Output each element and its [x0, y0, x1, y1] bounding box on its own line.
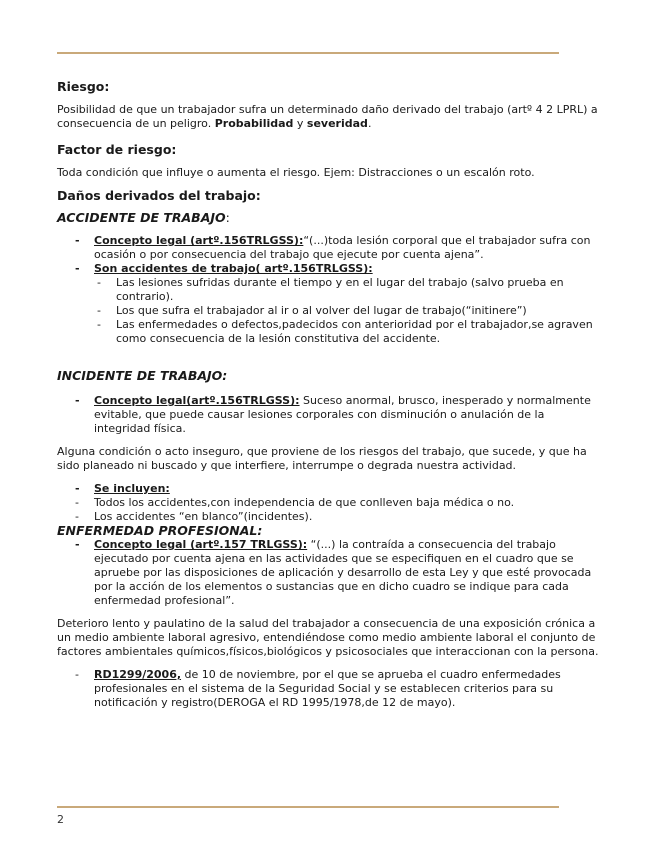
list-item-rd: - RD1299/2006, de 10 de noviembre, por el que se aprueba el cuadro enfermedades profesionales en el sistema de la Seguridad Social y se establecen criterios para su notificación y registro(DEROGA el RD 1995/1978,de 12 de mayo).	[75, 668, 561, 709]
paragraph-enfermedad: Deterioro lento y paulatino de la salud del trabajador a consecuencia de una exposición crónica a un medio ambiente laboral agresivo, entendiéndose como medio ambiente laboral el conjunto de factores ambientales químicos,físicos,biológicos y psicosociales que interaccionan con la persona.	[57, 617, 599, 658]
concepto-legal-label: Concepto legal (artº.156TRLGSS):	[94, 234, 304, 247]
page-number: 2	[57, 813, 64, 826]
header-rule	[57, 52, 559, 54]
se-incluyen-label: Se incluyen:	[94, 482, 170, 495]
list-item-concepto-incidente: - Concepto legal(artº.156TRLGSS): Suceso anormal, brusco, inesperado y normalmente evitable, que puede causar lesiones corporales con disminución o anulación de la integridad física.	[75, 394, 591, 435]
sublist-item: - Las enfermedades o defectos,padecidos con anterioridad por el trabajador,se agraven como consecuencia de la lesión constitutiva del accidente.	[97, 318, 593, 345]
rd-reference: RD1299/2006,	[94, 668, 182, 681]
list-item-concepto-enfermedad: - Concepto legal (artº.157 TRLGSS): “(...) la contraída a consecuencia del trabajo ejecutado por cuenta ajena en las actividades que se especifiquen en el cuadro que se apruebe por las disposiciones de aplicación y desarrollo de esta Ley y que esté provocada por la acción de los elementos o sustancias que en dicho cuadro se indique para cada enfermedad profesional”.	[75, 538, 592, 607]
list-item-se-incluyen: - Se incluyen:	[75, 482, 170, 495]
heading-incidente: INCIDENTE DE TRABAJO:	[57, 368, 228, 383]
list-item-concepto-accidente: - Concepto legal (artº.156TRLGSS):“(...)toda lesión corporal que el trabajador sufra con ocasión o por consecuencia del trabajo que ejecute por cuenta ajena”.	[75, 234, 591, 261]
list-item: - Los accidentes “en blanco”(incidentes).	[75, 510, 313, 523]
paragraph-factor-riesgo: Toda condición que influye o aumenta el riesgo. Ejem: Distracciones o un escalón roto.	[57, 166, 535, 179]
heading-enfermedad: ENFERMEDAD PROFESIONAL:	[57, 523, 263, 538]
document-body	[57, 80, 602, 710]
heading-accidente: ACCIDENTE DE TRABAJO:	[57, 210, 230, 225]
list-item: - Todos los accidentes,con independencia de que conlleven baja médica o no.	[75, 496, 515, 509]
probabilidad-term: Probabilidad	[214, 117, 294, 130]
heading-danos: Daños derivados del trabajo:	[57, 188, 261, 203]
footer-rule	[57, 806, 559, 808]
son-accidentes-label: Son accidentes de trabajo( artº.156TRLGSS):	[94, 262, 373, 275]
paragraph-riesgo: Posibilidad de que un trabajador sufra un determinado daño derivado del trabajo (artº 4 2 LPRL) a consecuencia de un peligro. Probabilidad y severidad.	[57, 103, 598, 130]
paragraph-incidente: Alguna condición o acto inseguro, que proviene de los riesgos del trabajo, que sucede, y que ha sido planeado ni buscado y que interfiere, interrumpe o degrada nuestra actividad.	[57, 445, 587, 472]
sublist-item: - Los que sufra el trabajador al ir o al volver del lugar de trabajo(“initinere”)	[97, 304, 527, 317]
list-item-son-accidentes: - Son accidentes de trabajo( artº.156TRLGSS):	[75, 262, 373, 275]
sublist-item: - Las lesiones sufridas durante el tiempo y en el lugar del trabajo (salvo prueba en contrario).	[97, 276, 564, 303]
severidad-term: severidad	[306, 117, 368, 130]
heading-riesgo: Riesgo:	[57, 79, 110, 94]
heading-factor-riesgo: Factor de riesgo:	[57, 142, 177, 157]
concepto-legal-label: Concepto legal(artº.156TRLGSS):	[94, 394, 300, 407]
concepto-legal-label: Concepto legal (artº.157 TRLGSS):	[94, 538, 308, 551]
